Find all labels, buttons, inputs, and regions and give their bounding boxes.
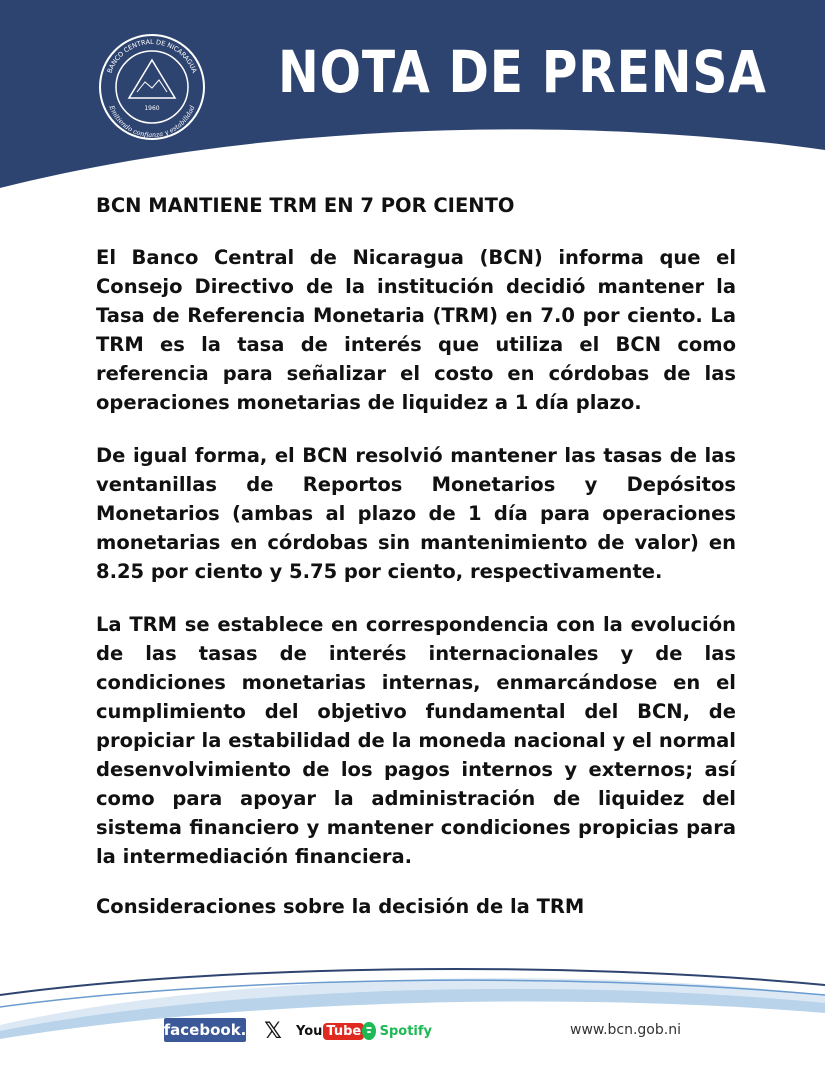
svg-text:Emitiendo confianza y estabili: Emitiendo confianza y estabilidad [107,104,197,140]
spotify-label: Spotify [379,1023,432,1039]
youtube-you-text: You [296,1023,323,1039]
paragraph-2: De igual forma, el BCN resolvió mantener las tasas de las ventanillas de Reportos Monetarios y Depósitos Monetarios (ambas al plazo de 1 día para operaciones monetarias en córdobas sin mantenimiento de valor) en 8.25 por ciento y 5.75 por ciento, respectivamente. [96,444,736,583]
headline: BCN MANTIENE TRM EN 7 POR CIENTO [96,194,515,217]
svg-text:BANCO CENTRAL DE NICARAGUA: BANCO CENTRAL DE NICARAGUA [105,38,199,75]
x-logo-icon[interactable]: 𝕏 [264,1018,282,1044]
paragraph-1: El Banco Central de Nicaragua (BCN) informa que el Consejo Directivo de la institución decidió mantener la Tasa de Referencia Monetaria (TRM) en 7.0 por ciento. La TRM es la tasa de interés que utiliza el BCN como referencia para señalizar el costo en córdobas de las operaciones monetarias de liquidez a 1 día plazo. [96,246,736,414]
page-title: NOTA DE PRENSA [278,38,767,106]
spotify-icon [362,1022,376,1040]
youtube-tube-text: Tube [323,1023,364,1040]
youtube-link[interactable] [296,1018,362,1044]
footer-wave [0,965,825,1068]
facebook-link[interactable]: facebook. [164,1018,246,1042]
press-release-body [96,194,736,918]
spotify-link[interactable] [362,1018,432,1044]
svg-text:1960: 1960 [144,105,160,112]
subheading: Consideraciones sobre la decisión de la TRM [96,895,585,918]
website-link[interactable]: www.bcn.gob.ni [570,1022,681,1038]
bcn-seal-logo [97,32,207,142]
paragraph-3: La TRM se establece en correspondencia con la evolución de las tasas de interés internacionales y de las condiciones monetarias internas, enmarcándose en el cumplimiento del objetivo fundamental del BCN, de propiciar la estabilidad de la moneda nacional y el normal desenvolvimiento de los pagos internos y externos; así como para apoyar la administración de liquidez del sistema financiero y mantener condiciones propicias para la intermediación financiera. [96,613,736,868]
